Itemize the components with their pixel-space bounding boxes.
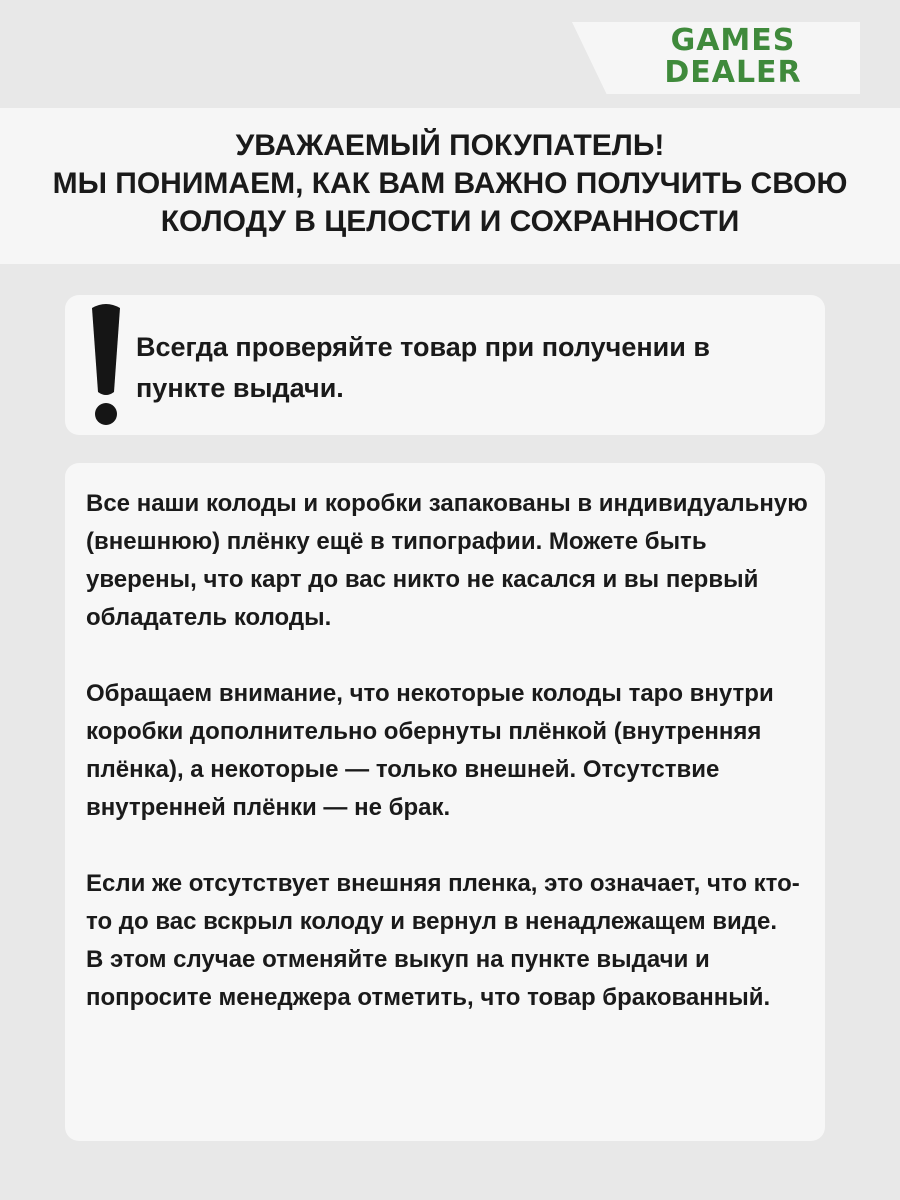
title-line: МЫ ПОНИМАЕМ, КАК ВАМ ВАЖНО ПОЛУЧИТЬ СВОЮ — [52, 167, 848, 200]
brand-logo[interactable] — [648, 24, 818, 92]
info-paragraph: В этом случае отменяйте выкуп на пункте выдачи и попросите менеджера отметить, что товар бракованный. — [86, 946, 771, 1011]
page-title — [20, 127, 880, 241]
title-line: УВАЖАЕМЫЙ ПОКУПАТЕЛЬ! — [235, 129, 665, 162]
info-paragraph: Если же отсутствует внешняя пленка, это означает, что кто-то до вас вскрыл колоду и вернул в ненадлежащем виде. — [86, 870, 800, 935]
exclamation-icon — [86, 302, 126, 426]
title-line: КОЛОДУ В ЦЕЛОСТИ И СОХРАННОСТИ — [160, 205, 740, 238]
info-body — [86, 485, 816, 1017]
warning-text: Всегда проверяйте товар при получении в пункте выдачи. — [136, 332, 710, 403]
info-paragraph: Все наши колоды и коробки запакованы в индивидуальную (внешнюю) плёнку ещё в типографии. Можете быть уверены, что карт до вас никто не касался и вы первый обладатель колоды. — [86, 490, 808, 631]
brand-line-2: DEALER — [664, 55, 802, 90]
info-paragraph: Обращаем внимание, что некоторые колоды таро внутри коробки дополнительно обернуты плёнкой (внутренняя плёнка), а некоторые — только внешней. Отсутствие внутренней плёнки — не брак. — [86, 680, 774, 821]
brand-line-1: GAMES — [670, 23, 796, 58]
